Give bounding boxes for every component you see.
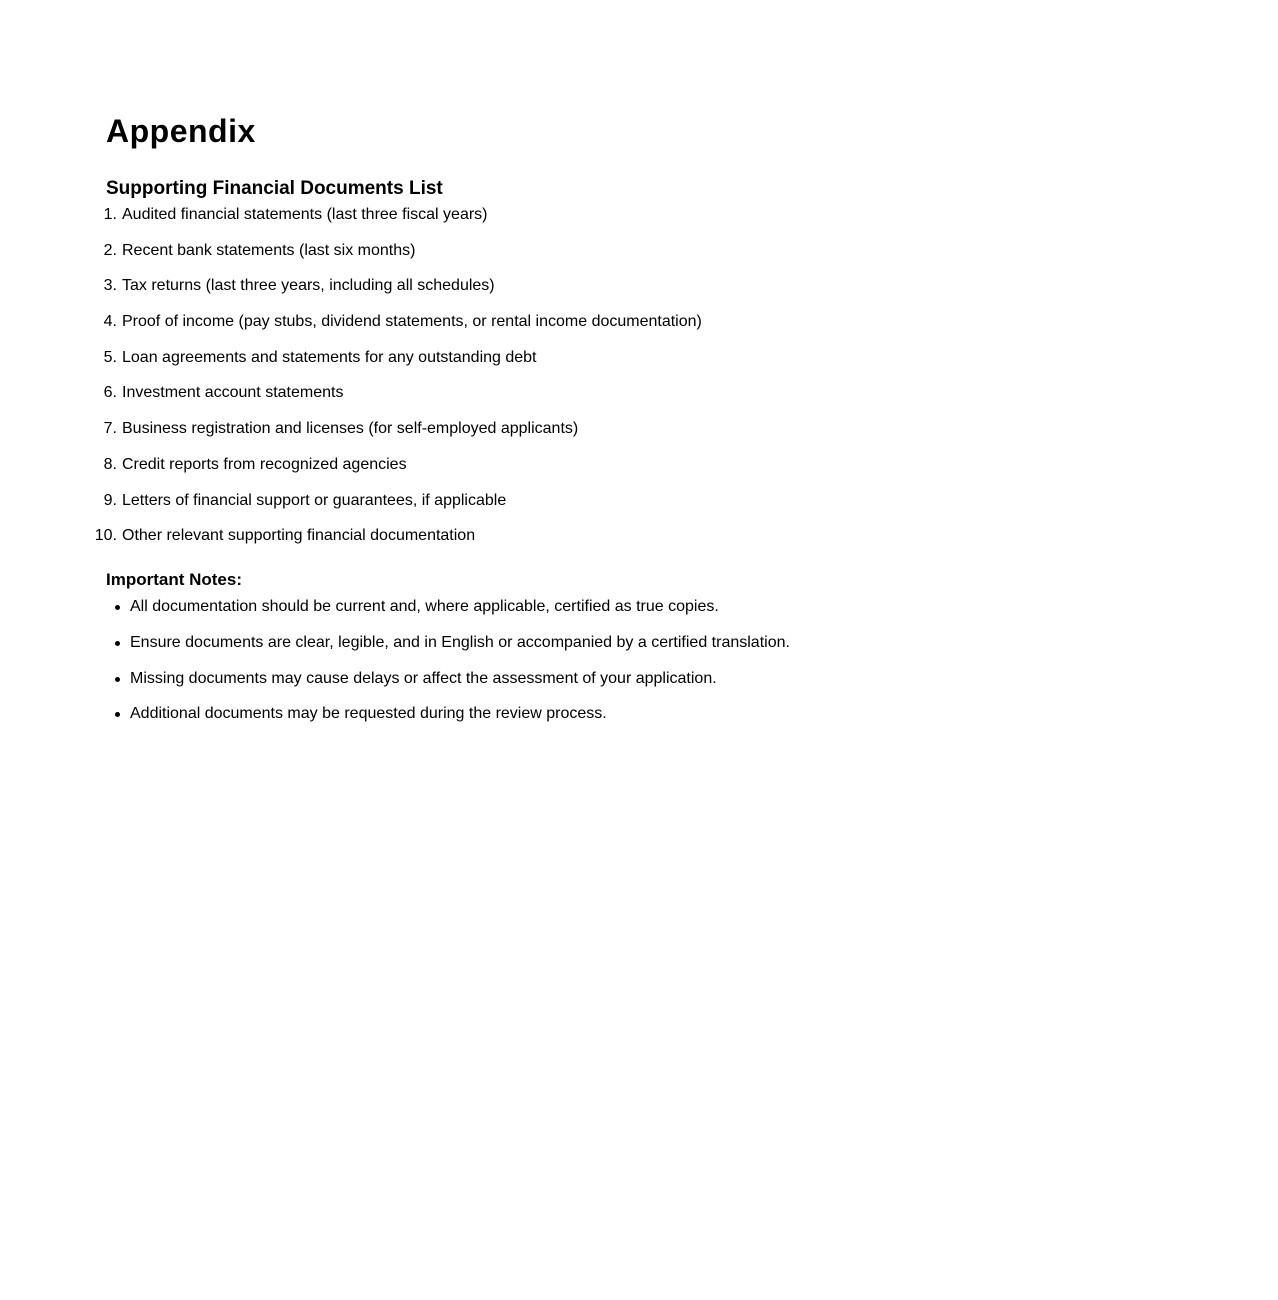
list-item-number: 5.: [103, 348, 117, 366]
bullet-icon: [115, 605, 120, 610]
note-text: All documentation should be current and, where applicable, certified as true copies.: [130, 598, 719, 616]
list-item-text: Recent bank statements (last six months): [122, 241, 416, 259]
documents-list: [94, 205, 1278, 546]
bullet-icon: [115, 677, 120, 682]
note-item: [130, 633, 1278, 653]
notes-heading: Important Notes:: [106, 570, 242, 590]
list-item: [103, 491, 1278, 511]
list-item-number: 3.: [103, 277, 117, 295]
note-text: Ensure documents are clear, legible, and in English or accompanied by a certified translation.: [130, 633, 790, 651]
list-item-number: 6.: [103, 384, 117, 402]
list-item-text: Tax returns (last three years, including all schedules): [122, 277, 495, 295]
note-item: [130, 669, 1278, 689]
list-item-number: 8.: [103, 455, 117, 473]
note-item: [130, 597, 1278, 617]
notes-list: [106, 597, 1278, 724]
bullet-icon: [115, 712, 120, 717]
list-item: [103, 205, 1278, 225]
list-item-text: Business registration and licenses (for self-employed applicants): [122, 420, 579, 438]
note-text: Missing documents may cause delays or affect the assessment of your application.: [130, 669, 717, 687]
list-item-text: Proof of income (pay stubs, dividend statements, or rental income documentation): [122, 313, 702, 331]
list-item-text: Investment account statements: [122, 384, 344, 402]
list-item: [103, 276, 1278, 296]
list-item-number: 2.: [103, 241, 117, 259]
list-item-number: 1.: [103, 206, 117, 223]
list-item: [103, 383, 1278, 403]
note-text: Additional documents may be requested during the review process.: [130, 705, 607, 723]
list-item: [103, 455, 1278, 475]
list-item-text: Audited financial statements (last three fiscal years): [122, 206, 488, 223]
list-item-text: Other relevant supporting financial documentation: [122, 527, 476, 545]
list-item-number: 9.: [103, 491, 117, 509]
list-item: [94, 526, 1278, 546]
list-item: [103, 312, 1278, 332]
list-item-number: 10.: [94, 527, 117, 545]
list-item-number: 7.: [103, 420, 117, 438]
note-item: [130, 704, 1278, 724]
documents-list-heading: Supporting Financial Documents List: [106, 178, 443, 199]
list-item-text: Letters of financial support or guarantees, if applicable: [122, 491, 507, 509]
list-item-text: Credit reports from recognized agencies: [122, 455, 407, 473]
list-item: [103, 419, 1278, 439]
list-item-number: 4.: [103, 313, 117, 331]
bullet-icon: [115, 641, 120, 646]
list-item: [103, 348, 1278, 368]
list-item-text: Loan agreements and statements for any outstanding debt: [122, 348, 537, 366]
list-item: [103, 241, 1278, 261]
page-title: Appendix: [106, 113, 256, 149]
